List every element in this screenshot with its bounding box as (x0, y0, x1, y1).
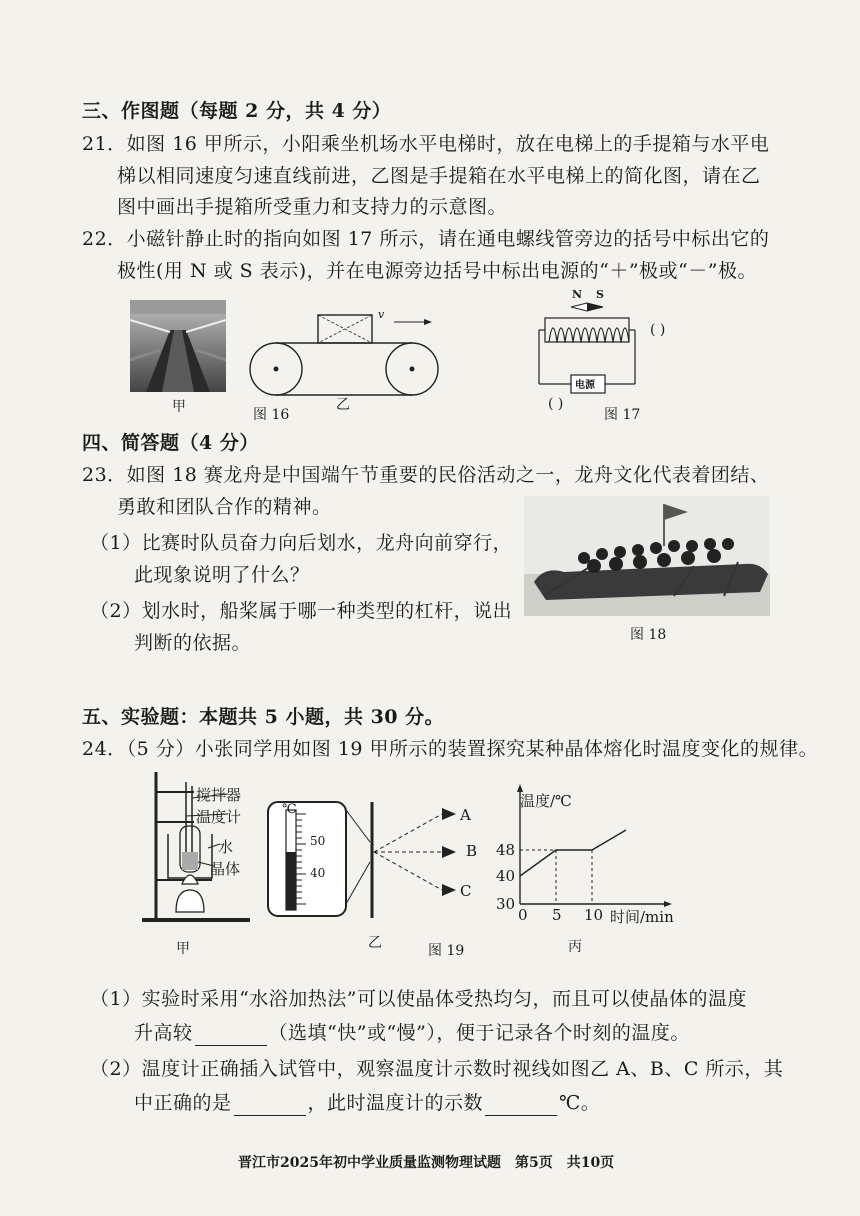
q22-line-2: 极性(用 N 或 S 表示)，并在电源旁边括号中标出电源的“＋”极或“－”极。 (117, 260, 757, 282)
fig19-bing-label: 丙 (568, 939, 582, 955)
q24-part2-text-b: ，此时温度计的示数 (307, 1092, 484, 1114)
graph-y-30: 30 (496, 895, 516, 913)
fig16-yi-label: 乙 (336, 397, 350, 413)
fig16-caption: 图 16 (253, 407, 290, 423)
fig17-caption: 图 17 (604, 407, 641, 423)
sightline-b-label: B (466, 842, 478, 860)
fig19-jia-label: 甲 (176, 941, 190, 957)
graph-x-axis-label: 时间/min (610, 908, 674, 926)
fig19-caption: 图 19 (428, 943, 465, 959)
fig19-yi-label: 乙 (368, 935, 382, 951)
q21-line-2: 梯以相同速度匀速直线前进，乙图是手提箱在水平电梯上的简化图，请在乙 (117, 165, 761, 187)
speed-answer-blank[interactable] (195, 1025, 267, 1046)
correct-sightline-blank[interactable] (234, 1095, 306, 1116)
conveyor-diagram (246, 310, 446, 402)
graph-y-40: 40 (496, 867, 516, 885)
velocity-label: v (378, 308, 385, 321)
q23-part1-line-1: （1）比赛时队员奋力向后划水，龙舟向前穿行， (90, 532, 513, 554)
graph-y-axis-label: 温度/℃ (520, 792, 572, 810)
q24-part2-line-1: （2）温度计正确插入试管中，观察温度计示数时视线如图乙 A、B、C 所示，其 (90, 1058, 784, 1080)
thermo-tick-50: 50 (310, 834, 326, 848)
q24-part2-text-a: 中正确的是 (134, 1092, 232, 1114)
q24-part1-line-2 (134, 1020, 690, 1046)
graph-x-5: 5 (552, 906, 562, 924)
q24-part1-text-a: 升高较 (134, 1022, 193, 1044)
q23-line-2: 勇敢和团队合作的精神。 (117, 496, 332, 518)
graph-x-0: 0 (518, 906, 528, 924)
q24-part2-line-2 (134, 1090, 600, 1116)
source-bracket[interactable]: ( ) (548, 396, 564, 412)
thermometer-label: 温度计 (196, 808, 242, 826)
q24-part1-line-1: （1）实验时采用“水浴加热法”可以使晶体受热均匀，而且可以使晶体的温度 (90, 988, 748, 1010)
q23-line-1: 23．如图 18 赛龙舟是中国端午节重要的民俗活动之一，龙舟文化代表着团结、 (82, 464, 770, 486)
graph-x-10: 10 (584, 906, 604, 924)
sightline-a-label: A (460, 806, 471, 824)
q21-line-3: 图中画出手提箱所受重力和支持力的示意图。 (117, 196, 508, 218)
q23-part2-line-1: （2）划水时，船桨属于哪一种类型的杠杆，说出 (90, 600, 513, 622)
water-label: 水 (218, 838, 234, 856)
thermo-tick-40: 40 (310, 866, 326, 880)
section-4-title: 四、简答题（4 分） (82, 432, 259, 454)
q23-part2-line-2: 判断的依据。 (134, 632, 252, 654)
needle-s-label: S (596, 288, 604, 301)
graph-y-48: 48 (496, 841, 516, 859)
q24-line: 24．（5 分）小张同学用如图 19 甲所示的装置探究某种晶体熔化时温度变化的规律。 (82, 738, 819, 760)
thermometer-reading-blank[interactable] (485, 1095, 557, 1116)
solenoid-bracket[interactable]: ( ) (650, 322, 666, 338)
crystal-label: 晶体 (210, 860, 241, 878)
section-5-title: 五、实验题：本题共 5 小题，共 30 分。 (82, 706, 445, 728)
page-footer: 晋江市2025年初中学业质量监测物理试题 第5页 共10页 (238, 1155, 615, 1171)
q24-part1-text-b: （选填“快”或“慢”），便于记录各个时刻的温度。 (268, 1022, 690, 1044)
q22-line-1: 22．小磁针静止时的指向如图 17 所示，请在通电螺线管旁边的括号中标出它的 (82, 228, 770, 250)
fig18-caption: 图 18 (630, 627, 667, 643)
q21-line-1: 21．如图 16 甲所示，小阳乘坐机场水平电梯时，放在电梯上的手提箱与水平电 (82, 133, 770, 155)
q23-part1-line-2: 此现象说明了什么？ (134, 564, 310, 586)
thermo-unit-label: ℃ (282, 802, 297, 817)
sightline-c-label: C (460, 882, 472, 900)
section-3-title: 三、作图题（每题 2 分，共 4 分） (82, 100, 392, 122)
needle-n-label: N (572, 288, 583, 301)
stirrer-label: 搅拌器 (196, 786, 242, 804)
escalator-photo (130, 300, 226, 392)
dragon-boat-photo (524, 496, 770, 616)
fig16-jia-label: 甲 (172, 399, 186, 415)
q24-part2-text-c: ℃。 (559, 1092, 601, 1114)
power-source-label: 电源 (575, 380, 595, 391)
